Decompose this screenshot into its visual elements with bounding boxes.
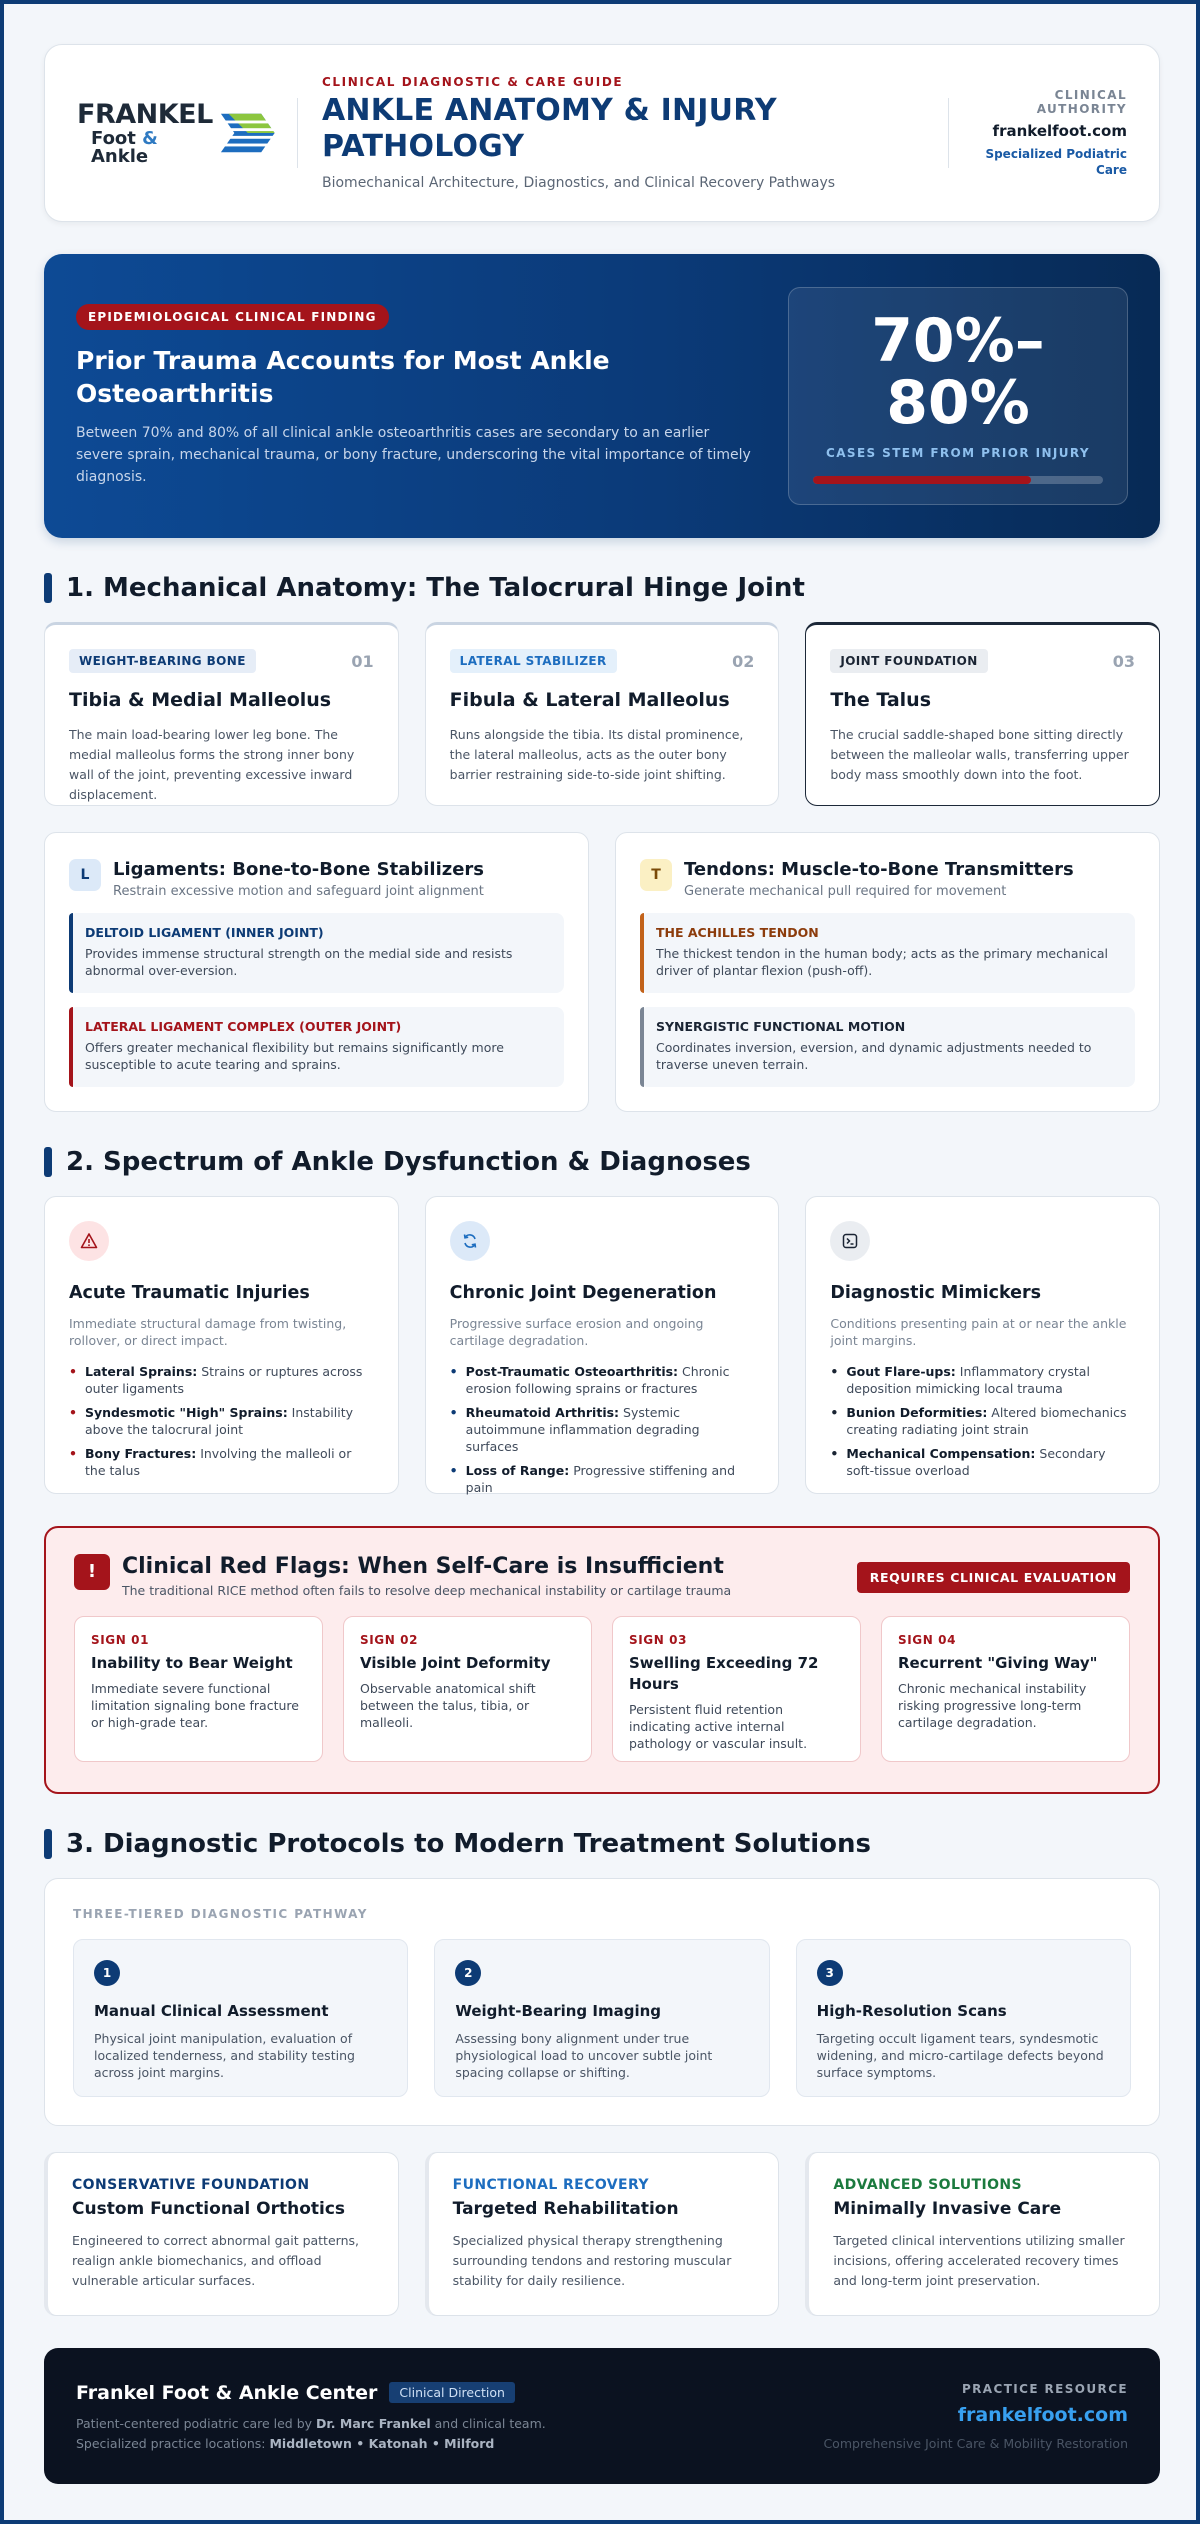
pathway-step [73,1939,408,2097]
brand-logo[interactable] [77,98,277,167]
list-item-text: Progressive stiffening and pain [465,1463,736,1495]
hero-copy [76,304,788,488]
authority-specialty: Specialized Podiatric Care [985,147,1127,177]
anatomy-title: Tibia & Medial Malleolus [69,689,332,711]
dysfunction-list [830,1363,1135,1479]
red-flags-header [74,1554,1130,1598]
sign-text: Immediate severe functional limitation signaling bone fracture or high-grade tear. [91,1681,299,1730]
ligaments-card [44,832,589,1112]
footer-right [823,2382,1128,2451]
list-item-text: Systemic autoimmune inflammation degrading surfaces [465,1405,700,1454]
step-text: Physical joint manipulation, evaluation of localized tenderness, and stability testing across joint margins. [94,2031,355,2080]
list-item-term: Mechanical Compensation: [846,1446,1036,1461]
anatomy-cards [44,622,1160,806]
dysfunction-subtitle: Conditions presenting pain at or near the ankle joint margins. [830,1316,1127,1348]
ligament-item-title: DELTOID LIGAMENT (INNER JOINT) [85,925,324,940]
step-number: 3 [817,1960,843,1986]
list-item-text: Secondary soft-tissue overload [846,1446,1106,1478]
list-item-text: Altered biomechanics creating radiating joint strain [846,1405,1127,1437]
sign-title: Visible Joint Deformity [360,1654,551,1672]
hero-banner [44,254,1160,538]
tendons-subtitle: Generate mechanical pull required for movement [684,884,1007,899]
footer-title-row [76,2382,823,2404]
list-item-term: Syndesmotic "High" Sprains: [85,1405,288,1420]
step-title: Manual Clinical Assessment [94,2002,329,2020]
list-item-text: Strains or ruptures across outer ligaments [85,1364,363,1396]
step-text: Targeting occult ligament tears, syndesmotic widening, and micro-cartilage defects beyond surface symptoms. [816,2031,1104,2080]
refresh-cycle-icon [450,1221,490,1261]
hero-stat-caption: CASES STEM FROM PRIOR INJURY [826,446,1090,460]
pathway-steps [73,1939,1131,2097]
dysfunction-title: Diagnostic Mimickers [830,1283,1042,1303]
tendons-header [640,859,1135,899]
list-item-term: Lateral Sprains: [85,1364,198,1379]
list-item [450,1462,755,1496]
anatomy-text: Runs alongside the tibia. Its distal prominence, the lateral malleolus, acts as the outer bony barrier restraining side-to-side joint shifting. [449,727,744,782]
footer-badge: Clinical Direction [389,2382,515,2403]
tendon-item-text: The thickest tendon in the human body; acts as the primary mechanical driver of plantar flexion (push-off). [656,946,1108,978]
sign-title: Inability to Bear Weight [91,1654,293,1672]
tendon-item-synergistic [640,1007,1135,1087]
dysfunction-card-mimickers [805,1196,1160,1494]
treatment-title: Minimally Invasive Care [833,2199,1062,2219]
tendons-title: Tendons: Muscle-to-Bone Transmitters [684,859,1074,880]
list-item-text: Inflammatory crystal deposition mimicking local trauma [846,1364,1090,1396]
section-marker [44,573,52,603]
anatomy-card-tibia [44,622,399,806]
ligaments-heading [113,859,484,899]
step-title: High-Resolution Scans [816,2002,1007,2020]
pathway-step [796,1939,1131,2097]
red-flag-sign [74,1616,323,1762]
tendon-item-title: THE ACHILLES TENDON [656,925,819,940]
anatomy-tag: JOINT FOUNDATION [830,649,987,673]
anatomy-number: 01 [351,651,374,671]
sign-number: SIGN 02 [360,1633,419,1647]
ligament-item-lateral [69,1007,564,1087]
anatomy-text: The main load-bearing lower leg bone. The medial malleolus forms the strong inner bony wall of the joint, preventing excessive inward displacement. [69,727,355,802]
list-item-term: Gout Flare-ups: [846,1364,956,1379]
list-item [69,1404,374,1438]
dysfunction-cards [44,1196,1160,1494]
treatment-kicker: CONSERVATIVE FOUNDATION [72,2177,310,2193]
footer-doctor-name: Dr. Marc Frankel [316,2415,431,2431]
sign-title: Swelling Exceeding 72 Hours [629,1654,819,1693]
dysfunction-list [69,1363,374,1479]
anatomy-title: Fibula & Lateral Malleolus [449,689,730,711]
footer-caption: Comprehensive Joint Care & Mobility Restoration [823,2435,1128,2451]
alert-icon: ! [74,1554,110,1590]
page [44,44,1160,2484]
header-kicker: CLINICAL DIAGNOSTIC & CARE GUIDE [322,75,624,89]
terminal-icon [830,1221,870,1261]
anatomy-card-top [69,649,374,673]
sign-title: Recurrent "Giving Way" [898,1654,1098,1672]
hero-text: Between 70% and 80% of all clinical ankle osteoarthritis cases are secondary to an earlier severe sprain, mechanical trauma, or bony fracture, underscoring the vital importance of timely diagnosis. [76,425,751,485]
footer [44,2348,1160,2484]
treatment-text: Targeted clinical interventions utilizing smaller incisions, offering accelerated recovery times and long-term joint preservation. [833,2233,1125,2288]
diagnostic-pathway-card [44,1878,1160,2126]
footer-text: Patient-centered podiatric care led by [76,2415,317,2431]
hero-stat-value: 70%–80% [871,306,1045,438]
ligament-letter-icon: L [69,859,101,891]
pathway-label: THREE-TIERED DIAGNOSTIC PATHWAY [73,1907,368,1921]
section-1-title: 1. Mechanical Anatomy: The Talocrural Hinge Joint [66,573,805,603]
red-flags-heading [122,1554,731,1598]
tendon-letter-icon: T [640,859,672,891]
logo-line2 [77,127,215,167]
list-item [69,1363,374,1397]
footer-text: and clinical team. [430,2415,546,2431]
list-item-text: Involving the malleoli or the talus [85,1446,352,1478]
red-flag-signs [74,1616,1130,1762]
anatomy-tag: WEIGHT-BEARING BONE [69,649,256,673]
tendon-item-title: SYNERGISTIC FUNCTIONAL MOTION [656,1019,906,1034]
sign-number: SIGN 01 [91,1633,150,1647]
ligament-item-text: Provides immense structural strength on the medial side and resists abnormal over-eversion. [85,946,513,978]
dysfunction-subtitle: Immediate structural damage from twisting, rollover, or direct impact. [69,1316,347,1348]
anatomy-text: The crucial saddle-shaped bone sitting directly between the malleolar walls, transferring upper body mass smoothly down into the foot. [830,727,1129,782]
section-marker [44,1147,52,1177]
step-number: 2 [455,1960,481,1986]
ligaments-title: Ligaments: Bone-to-Bone Stabilizers [113,859,485,880]
red-flags-panel [44,1526,1160,1794]
header-divider-right [948,98,949,168]
authority-site-link[interactable]: frankelfoot.com [992,122,1127,140]
logo-wordmark [77,98,215,167]
list-item-term: Bony Fractures: [85,1446,197,1461]
authority-label: CLINICAL AUTHORITY [1036,88,1127,116]
section-1-heading [44,572,1160,604]
treatment-text: Specialized physical therapy strengthening surrounding tendons and restoring muscular stability for daily resilience. [452,2233,732,2288]
anatomy-number: 02 [732,651,755,671]
list-item-term: Post-Traumatic Osteoarthritis: [465,1364,679,1379]
ligament-item-deltoid [69,913,564,993]
tendon-item-text: Coordinates inversion, eversion, and dynamic adjustments needed to traverse uneven terrain. [656,1040,1092,1072]
hero-stat-box [788,287,1128,505]
sign-text: Chronic mechanical instability risking progressive long-term cartilage degradation. [898,1681,1087,1730]
footer-title: Frankel Foot & Ankle Center [76,2381,378,2404]
logo-mark-icon [219,111,277,155]
dysfunction-title: Acute Traumatic Injuries [69,1283,310,1303]
section-2-title: 2. Spectrum of Ankle Dysfunction & Diagnoses [66,1147,751,1177]
list-item [450,1404,755,1455]
soft-tissue-cards [44,832,1160,1112]
footer-text: Specialized practice locations: [76,2435,270,2451]
dysfunction-subtitle: Progressive surface erosion and ongoing cartilage degradation. [449,1316,704,1348]
treatment-title: Custom Functional Orthotics [72,2199,346,2219]
header-card [44,44,1160,222]
red-flags-title: Clinical Red Flags: When Self-Care is Insufficient [122,1554,724,1579]
ligaments-header [69,859,564,899]
header-authority [977,88,1127,178]
logo-line2-a: Foot [91,127,143,149]
footer-left [76,2382,823,2451]
tendons-card [615,832,1160,1112]
dysfunction-card-chronic [425,1196,780,1494]
sign-number: SIGN 03 [629,1633,688,1647]
anatomy-card-fibula [425,622,780,806]
anatomy-title: The Talus [830,689,932,711]
sign-text: Persistent fluid retention indicating active internal pathology or vascular insult. [629,1702,808,1751]
footer-resource-label: PRACTICE RESOURCE [961,2381,1128,2396]
logo-line2-b: Ankle [91,145,149,167]
logo-ampersand: & [142,127,158,149]
list-item-term: Loss of Range: [465,1463,570,1478]
treatment-kicker: FUNCTIONAL RECOVERY [452,2177,649,2193]
header-titles [322,75,928,191]
dysfunction-card-acute [44,1196,399,1494]
red-flag-sign [343,1616,592,1762]
requires-evaluation-button[interactable]: REQUIRES CLINICAL EVALUATION [857,1562,1130,1593]
hero-title: Prior Trauma Accounts for Most Ankle Osteoarthritis [76,346,610,408]
red-flags-subtitle: The traditional RICE method often fails to resolve deep mechanical instability or cartilage trauma [122,1583,732,1598]
section-marker [44,1829,52,1859]
section-3-heading [44,1828,1160,1860]
logo-line1: FRANKEL [77,98,213,130]
treatment-card-orthotics [44,2152,399,2316]
ligament-item-title: LATERAL LIGAMENT COMPLEX (OUTER JOINT) [85,1019,402,1034]
step-number: 1 [94,1960,120,1986]
treatment-card-minimally-invasive [805,2152,1160,2316]
anatomy-card-top [450,649,755,673]
list-item [69,1445,374,1479]
hero-badge: EPIDEMIOLOGICAL CLINICAL FINDING [76,304,389,330]
treatment-kicker: ADVANCED SOLUTIONS [833,2177,1023,2193]
hero-progress-fill [813,476,1031,484]
ligament-item-text: Offers greater mechanical flexibility but remains significantly more susceptible to acute tearing and sprains. [85,1040,504,1072]
dysfunction-list [450,1363,755,1496]
list-item-term: Bunion Deformities: [846,1405,988,1420]
anatomy-card-talus [805,622,1160,806]
treatment-title: Targeted Rehabilitation [452,2199,679,2219]
footer-site-link[interactable]: frankelfoot.com [957,2403,1128,2426]
sign-number: SIGN 04 [898,1633,957,1647]
list-item [830,1404,1135,1438]
list-item-text: Instability above the talocrural joint [85,1405,354,1437]
anatomy-tag: LATERAL STABILIZER [450,649,617,673]
treatment-text: Engineered to correct abnormal gait patterns, realign ankle biomechanics, and offload vulnerable articular surfaces. [72,2233,359,2288]
red-flag-sign [881,1616,1130,1762]
section-3-title: 3. Diagnostic Protocols to Modern Treatment Solutions [66,1829,871,1859]
header-divider [297,98,298,168]
list-item [830,1445,1135,1479]
step-text: Assessing bony alignment under true physiological load to uncover subtle joint spacing collapse or shifting. [455,2031,713,2080]
list-item [830,1363,1135,1397]
treatment-card-rehabilitation [425,2152,780,2316]
anatomy-card-top [830,649,1135,673]
tendons-heading [684,859,1074,899]
dysfunction-title: Chronic Joint Degeneration [449,1283,717,1303]
list-item [450,1363,755,1397]
footer-locations-line [76,2436,823,2451]
page-title: ANKLE ANATOMY & INJURY PATHOLOGY [322,93,777,164]
red-flag-sign [612,1616,861,1762]
sign-text: Observable anatomical shift between the talus, tibia, or malleoli. [360,1681,536,1730]
footer-locations: Middletown • Katonah • Milford [269,2435,495,2451]
warning-triangle-icon [69,1221,109,1261]
anatomy-number: 03 [1112,651,1136,671]
list-item-text: Chronic erosion following sprains or fractures [465,1364,730,1396]
list-item-term: Rheumatoid Arthritis: [465,1405,620,1420]
ligaments-subtitle: Restrain excessive motion and safeguard joint alignment [113,884,484,899]
section-2-heading [44,1146,1160,1178]
page-subtitle: Biomechanical Architecture, Diagnostics, and Clinical Recovery Pathways [322,175,836,191]
step-title: Weight-Bearing Imaging [455,2002,661,2020]
footer-care-line [76,2416,823,2431]
hero-progress-bar [813,476,1103,484]
tendon-item-achilles [640,913,1135,993]
treatment-cards [44,2152,1160,2316]
pathway-step [434,1939,769,2097]
